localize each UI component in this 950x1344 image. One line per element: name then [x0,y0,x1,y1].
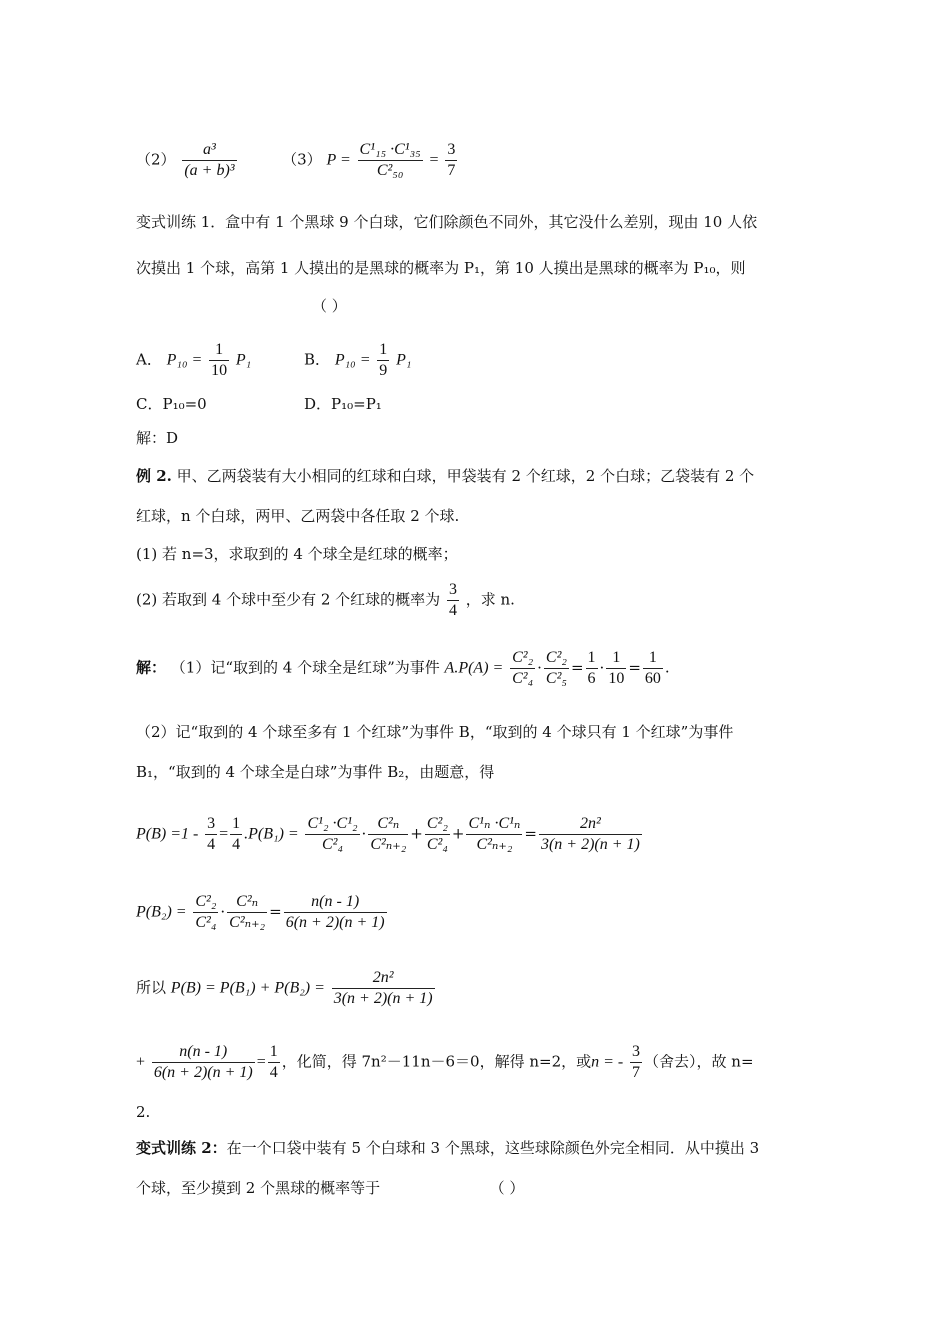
question-2-fraction [447,580,459,621]
solution-label: 解： [136,658,167,677]
answer-3-eq: = [429,151,439,169]
eq-pb2-f2-num: C²ₙ [227,892,267,913]
eq-pb-f5 [425,814,450,855]
solution-1-f1-den: C²₄ [512,670,534,687]
cont-result-den: 4 [269,1064,278,1081]
eq-pb-f1-den: 4 [207,836,216,853]
option-b-lhs: P₁₀ = [334,351,371,369]
option-b-denominator: 9 [379,362,388,379]
cont-x-num: 3 [630,1042,642,1063]
answer-3-fraction [358,140,423,181]
eq-pb-f3-num: C¹₂ ·C¹₂ [305,814,359,835]
example-2-title: 例 2. [136,467,172,485]
exercise-2-blank: （ ） [489,1179,525,1197]
so-text: 所以 [136,978,167,997]
answer-2-numerator: a³ [182,140,236,161]
question-2-text: (2) 若取到 4 个球中至少有 2 个红球的概率为 [136,590,441,609]
equation-continuation [136,1042,754,1083]
eq-pb-f6-den: C²ₙ₊₂ [476,836,513,853]
equation-pb: P(B) =1 - $\frac{3}{4}$ = $\frac{1}{4}$ .P(B₁) = $\frac{\text{C¹₂ ·C¹₂}}{\text{C²₄}}$ · $\frac{\text{C²ₙ}}{\text{C²ₙ₊₂}}$ + $\frac{\text{C²₂}}{\text{C²₄}}$ + $\frac{\text{C¹ₙ ·C¹ₙ}}{\text{C²ₙ₊₂}}$ = $\frac{\text{2n²}}{3(n + 2)(n + 1)}$ [136,815,640,853]
eq-pb-f2-den: 4 [232,836,241,853]
eq-pb-f4-num: C²ₙ [368,814,408,835]
eq-pb-f7-den: 3(n + 2)(n + 1) [540,836,640,853]
option-b-rhs: P₁ [396,351,412,369]
eq-pb-f5-den: C²₄ [426,836,448,853]
eq-pb2-f1-num: C²₂ [193,892,218,913]
eq-pb2-f3-num: n(n - 1) [284,892,387,913]
solution-1-f4-den: 10 [608,670,625,687]
answer-3-denominator: C²₅₀ [376,162,404,179]
eq-pb-f1 [205,814,217,855]
answer-2-fraction [182,140,236,181]
answer-3-numerator: C¹₁₅ ·C¹₃₅ [358,140,423,161]
exercise-1-option-c: C．P₁₀=0 [136,395,207,413]
option-a-label: A． [136,350,162,369]
solution-1-f4-num: 1 [606,648,626,669]
eq-pb2-f2 [227,892,267,933]
eq-pb2-lhs: P(B₂) = [136,903,187,921]
solution-1-f1-num: C²₂ [510,648,535,669]
exercise-2-line-2 [136,1178,524,1198]
example-2-line-2: 红球，n 个白球，两甲、乙两袋中各任取 2 个球. [136,507,460,525]
solution-1-f2-num: C²₂ [544,648,569,669]
solution-1-math: A.P(A) = [444,659,504,677]
answer-2-denominator: (a + b)³ [184,162,235,179]
eq-pb-f4-den: C²ₙ₊₂ [370,836,407,853]
eq-pb-f2 [230,814,242,855]
option-a-fraction [209,340,229,381]
cont-text-2: （舍去），故 n= [644,1052,754,1071]
question-2-suffix: ，求 n. [465,590,515,609]
exercise-2-text-1: 在一个口袋中装有 5 个白球和 3 个黑球，这些球除颜色外完全相同．从中摸出 3 [226,1139,760,1157]
eq-pb-f2-num: 1 [230,814,242,835]
so-math: P(B) = P(B₁) + P(B₂) = [170,979,325,997]
answer-3-result-denominator: 7 [447,162,456,179]
eq-pb2-f1 [193,892,218,933]
option-a-lhs: P₁₀ = [166,351,203,369]
eq-pb-f6-num: C¹ₙ ·C¹ₙ [466,814,522,835]
so-num: 2n² [332,968,435,989]
exercise-1-blank: （ ） [312,297,347,315]
option-a-numerator: 1 [209,340,229,361]
example-2-line-1 [136,466,754,486]
eq-pb-lhs: P(B) =1 - [136,825,199,843]
so-den: 3(n + 2)(n + 1) [333,990,433,1007]
exercise-2-title: 变式训练 2： [136,1139,227,1157]
option-a-denominator: 10 [211,362,228,379]
cont-text-1: ，化简，得 7n²－11n－6＝0，解得 n=2，或 [281,1052,592,1071]
eq-pb2-f2-den: C²ₙ₊₂ [229,914,266,931]
solution-1-text: （1）记“取到的 4 个球全是红球”为事件 [170,658,440,677]
solution-1-fraction-2 [544,648,569,689]
solution-1-fraction-1 [510,648,535,689]
solution-2-line-1: （2）记“取到的 4 个球至多有 1 个红球”为事件 B，“取到的 4 个球只有 1 个红球”为事件 [136,723,734,741]
cont-math: n = - [591,1053,624,1071]
solution-1-f5-num: 1 [643,648,663,669]
answer-3-label: （3） [282,150,322,169]
answer-2-label: （2） [136,150,176,169]
eq-pb-f3-den: C²₄ [322,836,344,853]
answer-3-lhs: P = [326,151,351,169]
eq-pb2-f3 [284,892,387,933]
exercise-1-option-b [304,340,411,381]
solution-1-fraction-5 [643,648,663,689]
exercise-1-option-d: D．P₁₀=P₁ [304,395,382,413]
eq-pb-f7 [539,814,642,855]
cont-x-fraction [630,1042,642,1083]
previous-answers-line [136,140,459,181]
question-2-denominator: 4 [448,602,457,619]
exercise-2-text-2: 个球，至少摸到 2 个黑球的概率等于 [136,1179,381,1197]
exercise-2-line-1 [136,1138,759,1158]
eq-pb-f6 [466,814,522,855]
solution-1-fraction-3 [586,648,598,689]
eq-pb-f3 [305,814,359,855]
cont-plus: + [136,1053,146,1071]
eq-pb-pb1: .P(B₁) = [244,825,299,843]
exercise-1-line-1: 变式训练 1．盒中有 1 个黑球 9 个白球，它们除颜色不同外，其它没什么差别，现由 10 人依 [136,213,758,231]
solution-1-f3-num: 1 [586,648,598,669]
cont-fraction [152,1042,255,1083]
solution-1-f5-den: 60 [644,670,661,687]
eq-pb-f1-num: 3 [205,814,217,835]
solution-2-line-2: B₁，“取到的 4 个球全是白球”为事件 B₂，由题意，得 [136,763,495,781]
equation-end: 2. [136,1103,151,1121]
cont-result [268,1042,280,1083]
solution-1-f3-den: 6 [587,670,596,687]
example-2-question-1: (1) 若 n=3，求取到的 4 个球全是红球的概率； [136,545,458,563]
cont-result-num: 1 [268,1042,280,1063]
cont-x-den: 7 [632,1064,641,1081]
solution-1-fraction-4 [606,648,626,689]
answer-3-result [445,140,457,181]
so-fraction [332,968,435,1009]
option-b-fraction [377,340,389,381]
exercise-1-option-a [136,340,251,381]
question-2-numerator: 3 [447,580,459,601]
eq-pb-f4 [368,814,408,855]
equation-so [136,968,437,1009]
equation-pb2: P(B₂) = $\frac{\text{C²₂}}{\text{C²₄}}$ · $\frac{\text{C²ₙ}}{\text{C²ₙ₊₂}}$ = $\frac{n(n - 1)}{6(n + 2)(n + 1)}$ [136,893,385,931]
example-2-question-2 [136,580,515,621]
cont-den: 6(n + 2)(n + 1) [153,1064,253,1081]
solution-1-line: 解： （1）记“取到的 4 个球全是红球”为事件 A.P(A) = $\frac{\text{C²₂}}{\text{C²₄}}$ · $\frac{\text{C²₂}}{\text{C²₅}}$ = $\frac{1}{6}$ · $\frac{1}{10}$ = $\frac{1}{60}$ . [136,649,670,687]
option-a-rhs: P₁ [235,351,252,369]
exercise-1-answer: 解：D [136,429,179,447]
eq-pb-f7-num: 2n² [539,814,642,835]
cont-num: n(n - 1) [152,1042,255,1063]
answer-3-result-numerator: 3 [445,140,457,161]
eq-pb-f5-num: C²₂ [425,814,450,835]
option-b-numerator: 1 [377,340,389,361]
eq-pb-mid: = [219,825,229,843]
option-b-label: B． [304,350,331,369]
eq-pb2-f1-den: C²₄ [195,914,217,931]
solution-1-f2-den: C²₅ [545,670,567,687]
eq-pb2-f3-den: 6(n + 2)(n + 1) [285,914,385,931]
example-2-text-1: 甲、乙两袋装有大小相同的红球和白球，甲袋装有 2 个红球，2 个白球；乙袋装有 2 个 [176,467,755,485]
exercise-1-line-2: 次摸出 1 个球，高第 1 人摸出的是黑球的概率为 P₁，第 10 人摸出是黑球的概率为 P₁₀，则 [136,259,746,277]
cont-eq: = [256,1053,266,1071]
